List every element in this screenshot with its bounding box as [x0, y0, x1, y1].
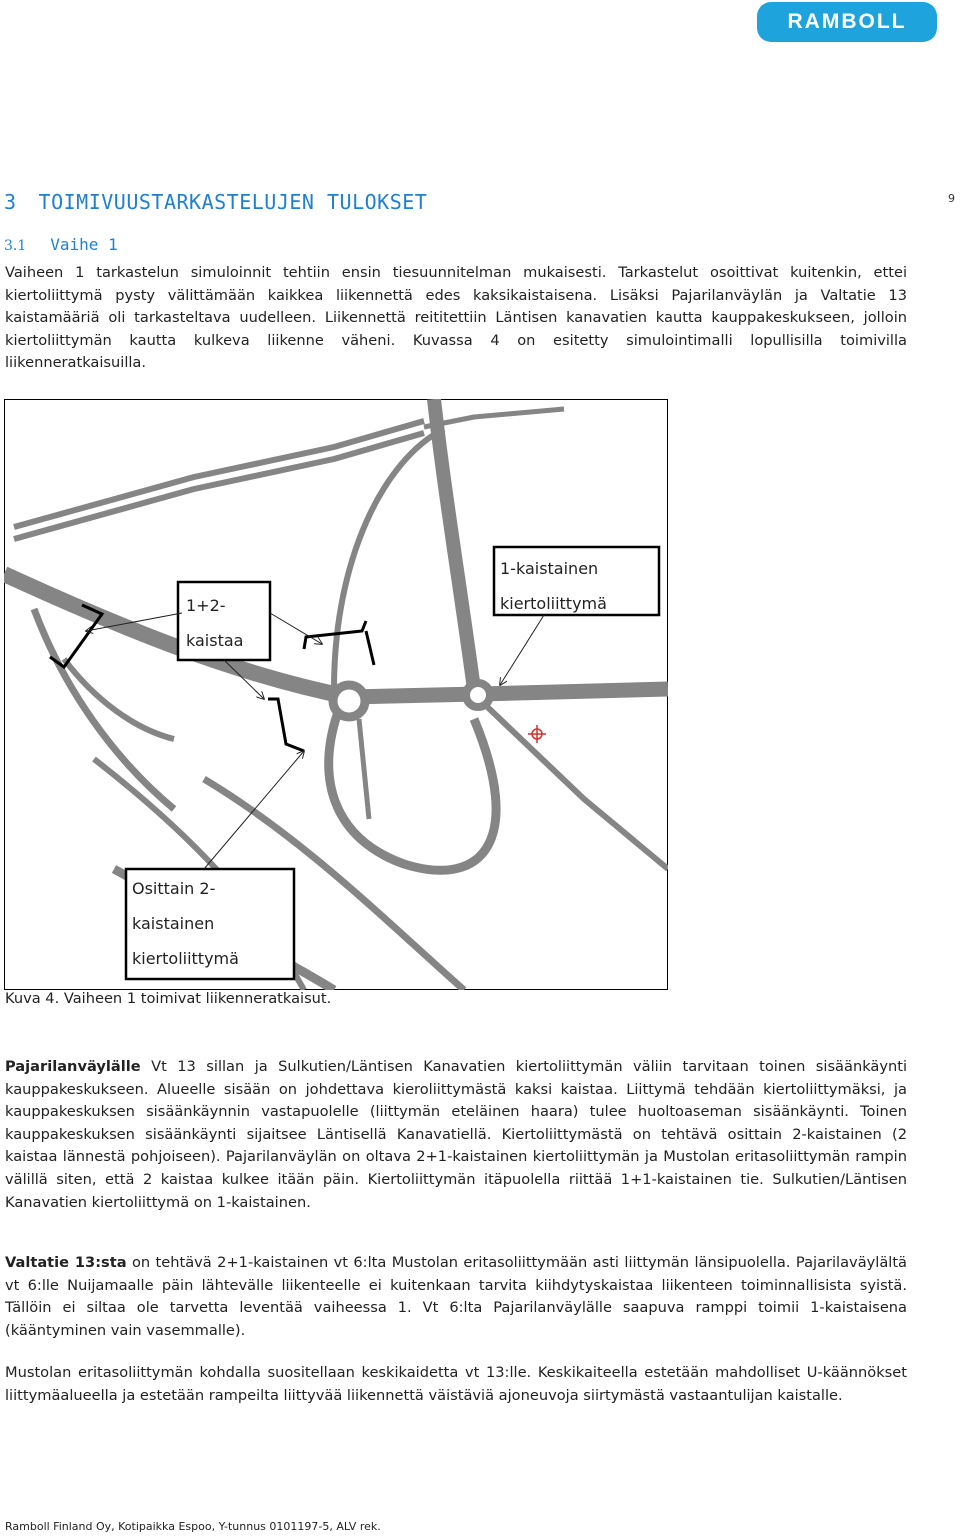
label-b-line2: kiertoliittymä [500, 594, 607, 613]
paragraph-mustola: Mustolan eritasoliittymän kohdalla suositellaan keskikaidetta vt 13:lle. Keskikaiteella estetään mahdolliset U-käännökset liittymäalueella ja estetään rampeilta liittyvää liikennettä väistäviä ajoneuvoja siirtymästä vastaantulijan kaistalle. [5, 1364, 907, 1404]
figure-caption: Kuva 4. Vaiheen 1 toimivat liikenneratkaisut. [5, 990, 332, 1007]
paragraph3-bold: Valtatie 13:sta [5, 1254, 127, 1271]
label-box-b [494, 547, 659, 615]
ramboll-logo [757, 2, 937, 42]
label-a-line2: kaistaa [186, 631, 244, 650]
paragraph2-bold: Pajarilanväylälle [5, 1058, 141, 1075]
paragraph2-text: Vt 13 sillan ja Sulkutien/Läntisen Kanavatien kiertoliittymän väliin tarvitaan toinen sisäänkäynti kauppakeskukseen. Alueelle sisään on johdettava kieroliittymästä kaksi kaistaa. Liittymä tehdään kiertoliittymäksi, ja kauppakeskuksen sisäänkäynnin vastapuolelle (liittymän eteläinen haara) tulee huoltoaseman sisäänkäynti. Toinen kauppakeskuksen sisäänkäynti sijaitsee Läntisellä Kanavatiellä. Kiertoliittymästä on tehtävä osittain 2-kaistainen (2 kaistaa lännestä pohjoiseen). Pajarilanväylän on oltava 2+1-kaistainen kiertoliittymän ja Mustolan eritasoliittymän rampin välillä siten, että 2 kaistaa kulkee itään päin. Kiertoliittymän itäpuolella riittää 1+1-kaistainen tie. Sulkutien/Läntisen Kanavatien kiertoliittymä on 1-kaistainen. [5, 1058, 907, 1211]
section-title: TOIMIVUUSTARKASTELUJEN TULOKSET [38, 190, 428, 214]
footer-company-info: Ramboll Finland Oy, Kotipaikka Espoo, Y-tunnus 0101197-5, ALV rek. [5, 1520, 381, 1533]
label-c-line2: kaistainen [132, 914, 215, 933]
label-b-line1: 1-kaistainen [500, 559, 599, 578]
label-box-a [178, 582, 270, 660]
paragraph3-text: on tehtävä 2+1-kaistainen vt 6:lta Mustolan eritasoliittymään asti liittymän länsipuolella. Pajarilaväylältä vt 6:lle Nuijamaalle päin lähtevälle liikenteelle ei kuitenkaan tarvita kiihdytyskaistaa liikenteen toiminnallisista syistä. Tällöin ei siltaa ole tarvetta leventää vaiheessa 1. Vt 6:lta Pajarilanväylälle saapuva ramppi toimii 1-kaistaisena (kääntyminen vain vasemmalle). [5, 1254, 907, 1339]
subsection-title: Vaihe 1 [50, 235, 118, 254]
road-east-main [349, 689, 668, 697]
paragraph-pajarilanvayla [5, 1056, 907, 1214]
paragraph-valtatie [5, 1252, 907, 1342]
label-c-line3: kiertoliittymä [132, 949, 239, 968]
roundabout-east [466, 683, 490, 707]
subsection-number: 3.1 [4, 238, 27, 254]
paragraph-intro: Vaiheen 1 tarkastelun simuloinnit tehtiin ensin tiesuunnitelman mukaisesti. Tarkastelut osoittivat kuitenkin, ettei kiertoliittymä pysty välittämään kaikkea liikennettä edes kaksikaistaisena. Lisäksi Pajarilanväylän ja Valtatie 13 kaistamääriä oli tarkasteltava uudelleen. Liikennettä reititettiin Läntisen kanavatien kautta kauppakeskukseen, jolloin kiertoliittymän kautta kulkeva liikenne väheni. Kuvassa 4 on esitetty simulointimalli lopullisilla toimivilla liikenneratkaisuilla. [5, 264, 907, 372]
road-network-svg [4, 399, 668, 990]
label-a-line1: 1+2- [186, 596, 226, 615]
subsection-heading [4, 235, 118, 254]
simulation-map-figure [4, 399, 668, 990]
logo-text: RAMBOLL [787, 10, 907, 33]
page-number: 9 [948, 192, 955, 205]
label-c-line1: Osittain 2- [132, 879, 216, 898]
section-number: 3 [4, 190, 17, 214]
section-heading [4, 190, 427, 214]
label-box-c [126, 869, 294, 979]
roundabout-west [333, 685, 365, 717]
